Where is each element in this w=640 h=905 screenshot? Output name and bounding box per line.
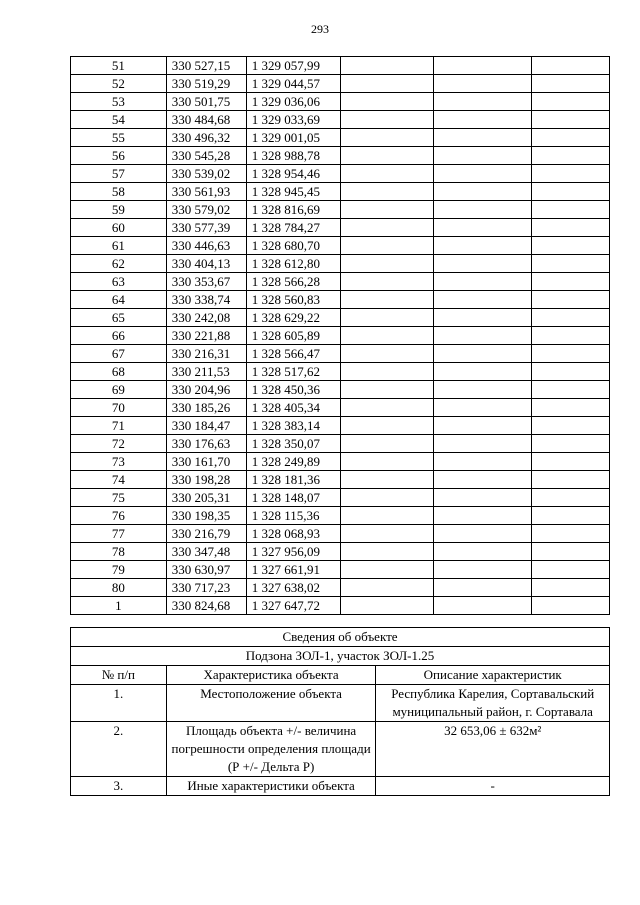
- empty-cell: [532, 57, 610, 75]
- empty-cell: [532, 579, 610, 597]
- coord-y: 1 327 956,09: [246, 543, 340, 561]
- empty-cell: [434, 507, 532, 525]
- empty-cell: [434, 93, 532, 111]
- coordinates-table: [70, 56, 610, 615]
- point-number: 56: [71, 147, 167, 165]
- header-description: Описание характеристик: [376, 666, 610, 685]
- coord-x: 330 176,63: [166, 435, 246, 453]
- table-row: [71, 561, 610, 579]
- point-number: 74: [71, 471, 167, 489]
- coord-y: 1 328 988,78: [246, 147, 340, 165]
- table-row: [71, 417, 610, 435]
- coord-y: 1 328 945,45: [246, 183, 340, 201]
- table-row: [71, 219, 610, 237]
- empty-cell: [532, 471, 610, 489]
- empty-cell: [340, 201, 434, 219]
- table-row: [71, 165, 610, 183]
- empty-cell: [434, 561, 532, 579]
- empty-cell: [434, 237, 532, 255]
- empty-cell: [434, 435, 532, 453]
- empty-cell: [340, 525, 434, 543]
- table-row: [71, 597, 610, 615]
- info-subtitle: Подзона ЗОЛ-1, участок ЗОЛ-1.25: [71, 647, 610, 666]
- coord-y: 1 329 001,05: [246, 129, 340, 147]
- object-info-table: [70, 627, 610, 796]
- coord-x: 330 198,28: [166, 471, 246, 489]
- empty-cell: [340, 543, 434, 561]
- empty-cell: [340, 507, 434, 525]
- coord-y: 1 328 405,34: [246, 399, 340, 417]
- point-number: 79: [71, 561, 167, 579]
- row-description: Республика Карелия, Сортавальский муниципальный район, г. Сортавала: [376, 685, 610, 722]
- coord-y: 1 327 647,72: [246, 597, 340, 615]
- empty-cell: [340, 75, 434, 93]
- empty-cell: [434, 543, 532, 561]
- header-number: № п/п: [71, 666, 167, 685]
- coord-x: 330 216,79: [166, 525, 246, 543]
- empty-cell: [532, 399, 610, 417]
- coord-x: 330 561,93: [166, 183, 246, 201]
- page-number: 293: [311, 22, 329, 36]
- coord-x: 330 539,02: [166, 165, 246, 183]
- table-row: [71, 291, 610, 309]
- empty-cell: [434, 75, 532, 93]
- coord-x: 330 446,63: [166, 237, 246, 255]
- table-row: [71, 471, 610, 489]
- empty-cell: [434, 273, 532, 291]
- table-row: [71, 722, 610, 777]
- empty-cell: [532, 147, 610, 165]
- coord-x: 330 185,26: [166, 399, 246, 417]
- empty-cell: [340, 435, 434, 453]
- point-number: 72: [71, 435, 167, 453]
- table-row: [71, 201, 610, 219]
- table-row: [71, 345, 610, 363]
- coord-x: 330 242,08: [166, 309, 246, 327]
- empty-cell: [434, 111, 532, 129]
- point-number: 53: [71, 93, 167, 111]
- coord-y: 1 328 450,36: [246, 381, 340, 399]
- empty-cell: [340, 255, 434, 273]
- table-row: [71, 685, 610, 722]
- coord-x: 330 184,47: [166, 417, 246, 435]
- empty-cell: [340, 399, 434, 417]
- coord-x: 330 221,88: [166, 327, 246, 345]
- table-row: [71, 309, 610, 327]
- coord-x: 330 205,31: [166, 489, 246, 507]
- coord-x: 330 404,13: [166, 255, 246, 273]
- row-number: 1.: [71, 685, 167, 722]
- empty-cell: [532, 129, 610, 147]
- empty-cell: [532, 111, 610, 129]
- coord-x: 330 161,70: [166, 453, 246, 471]
- empty-cell: [340, 273, 434, 291]
- table-row: [71, 399, 610, 417]
- coord-y: 1 328 350,07: [246, 435, 340, 453]
- point-number: 61: [71, 237, 167, 255]
- empty-cell: [434, 219, 532, 237]
- empty-cell: [434, 147, 532, 165]
- empty-cell: [340, 291, 434, 309]
- point-number: 51: [71, 57, 167, 75]
- coord-y: 1 328 115,36: [246, 507, 340, 525]
- coord-x: 330 211,53: [166, 363, 246, 381]
- table-row: [71, 381, 610, 399]
- table-row: [71, 543, 610, 561]
- empty-cell: [434, 57, 532, 75]
- empty-cell: [434, 291, 532, 309]
- coord-y: 1 328 954,46: [246, 165, 340, 183]
- empty-cell: [532, 381, 610, 399]
- table-row: [71, 453, 610, 471]
- empty-cell: [340, 381, 434, 399]
- empty-cell: [532, 183, 610, 201]
- row-description: 32 653,06 ± 632м²: [376, 722, 610, 777]
- point-number: 71: [71, 417, 167, 435]
- coord-y: 1 327 638,02: [246, 579, 340, 597]
- empty-cell: [340, 489, 434, 507]
- coord-x: 330 484,68: [166, 111, 246, 129]
- empty-cell: [434, 165, 532, 183]
- empty-cell: [340, 129, 434, 147]
- empty-cell: [532, 75, 610, 93]
- point-number: 70: [71, 399, 167, 417]
- table-row: [71, 111, 610, 129]
- coord-y: 1 328 181,36: [246, 471, 340, 489]
- coord-x: 330 545,28: [166, 147, 246, 165]
- empty-cell: [532, 165, 610, 183]
- empty-cell: [532, 597, 610, 615]
- coord-y: 1 328 680,70: [246, 237, 340, 255]
- coord-x: 330 338,74: [166, 291, 246, 309]
- empty-cell: [532, 525, 610, 543]
- empty-cell: [532, 435, 610, 453]
- coord-x: 330 527,15: [166, 57, 246, 75]
- point-number: 73: [71, 453, 167, 471]
- point-number: 54: [71, 111, 167, 129]
- table-row: [71, 75, 610, 93]
- point-number: 68: [71, 363, 167, 381]
- point-number: 64: [71, 291, 167, 309]
- point-number: 80: [71, 579, 167, 597]
- table-row: [71, 363, 610, 381]
- empty-cell: [532, 309, 610, 327]
- empty-cell: [434, 417, 532, 435]
- empty-cell: [532, 561, 610, 579]
- empty-cell: [434, 345, 532, 363]
- empty-cell: [340, 327, 434, 345]
- empty-cell: [532, 255, 610, 273]
- coord-x: 330 496,32: [166, 129, 246, 147]
- empty-cell: [434, 201, 532, 219]
- table-row: [71, 147, 610, 165]
- coord-y: 1 328 784,27: [246, 219, 340, 237]
- point-number: 66: [71, 327, 167, 345]
- table-row: [71, 129, 610, 147]
- header-characteristic: Характеристика объекта: [166, 666, 376, 685]
- coord-x: 330 577,39: [166, 219, 246, 237]
- table-row: [71, 507, 610, 525]
- table-row: [71, 327, 610, 345]
- row-characteristic: Площадь объекта +/- величина погрешности определения площади (Р +/- Дельта Р): [166, 722, 376, 777]
- row-number: 3.: [71, 777, 167, 796]
- empty-cell: [340, 237, 434, 255]
- table-row: [71, 237, 610, 255]
- empty-cell: [340, 93, 434, 111]
- empty-cell: [340, 165, 434, 183]
- coord-y: 1 328 148,07: [246, 489, 340, 507]
- row-characteristic: Местоположение объекта: [166, 685, 376, 722]
- coord-x: 330 630,97: [166, 561, 246, 579]
- row-description: -: [376, 777, 610, 796]
- point-number: 77: [71, 525, 167, 543]
- coord-x: 330 353,67: [166, 273, 246, 291]
- empty-cell: [532, 507, 610, 525]
- info-header-row: [71, 666, 610, 685]
- point-number: 69: [71, 381, 167, 399]
- empty-cell: [340, 561, 434, 579]
- coord-x: 330 216,31: [166, 345, 246, 363]
- empty-cell: [532, 273, 610, 291]
- empty-cell: [532, 237, 610, 255]
- empty-cell: [340, 219, 434, 237]
- coord-y: 1 329 044,57: [246, 75, 340, 93]
- coord-y: 1 329 033,69: [246, 111, 340, 129]
- coord-x: 330 347,48: [166, 543, 246, 561]
- empty-cell: [340, 309, 434, 327]
- empty-cell: [340, 147, 434, 165]
- table-row: [71, 525, 610, 543]
- coord-y: 1 328 605,89: [246, 327, 340, 345]
- table-row: [71, 93, 610, 111]
- empty-cell: [340, 111, 434, 129]
- empty-cell: [434, 381, 532, 399]
- point-number: 60: [71, 219, 167, 237]
- point-number: 63: [71, 273, 167, 291]
- coord-y: 1 328 566,47: [246, 345, 340, 363]
- point-number: 59: [71, 201, 167, 219]
- point-number: 76: [71, 507, 167, 525]
- empty-cell: [532, 453, 610, 471]
- coord-x: 330 579,02: [166, 201, 246, 219]
- empty-cell: [532, 417, 610, 435]
- empty-cell: [340, 57, 434, 75]
- coord-x: 330 717,23: [166, 579, 246, 597]
- empty-cell: [532, 345, 610, 363]
- empty-cell: [532, 489, 610, 507]
- empty-cell: [434, 489, 532, 507]
- table-row: [71, 777, 610, 796]
- coord-y: 1 327 661,91: [246, 561, 340, 579]
- empty-cell: [340, 471, 434, 489]
- empty-cell: [532, 291, 610, 309]
- empty-cell: [340, 345, 434, 363]
- empty-cell: [434, 255, 532, 273]
- empty-cell: [434, 183, 532, 201]
- empty-cell: [434, 597, 532, 615]
- empty-cell: [532, 93, 610, 111]
- point-number: 75: [71, 489, 167, 507]
- empty-cell: [340, 183, 434, 201]
- empty-cell: [532, 363, 610, 381]
- coord-y: 1 328 816,69: [246, 201, 340, 219]
- point-number: 62: [71, 255, 167, 273]
- coord-x: 330 198,35: [166, 507, 246, 525]
- coord-x: 330 204,96: [166, 381, 246, 399]
- empty-cell: [434, 327, 532, 345]
- point-number: 65: [71, 309, 167, 327]
- coord-x: 330 519,29: [166, 75, 246, 93]
- coord-y: 1 328 560,83: [246, 291, 340, 309]
- empty-cell: [532, 543, 610, 561]
- coord-y: 1 328 517,62: [246, 363, 340, 381]
- table-row: [71, 489, 610, 507]
- empty-cell: [434, 579, 532, 597]
- coord-y: 1 328 068,93: [246, 525, 340, 543]
- coord-y: 1 328 249,89: [246, 453, 340, 471]
- point-number: 58: [71, 183, 167, 201]
- table-row: [71, 273, 610, 291]
- row-number: 2.: [71, 722, 167, 777]
- coord-x: 330 824,68: [166, 597, 246, 615]
- point-number: 55: [71, 129, 167, 147]
- coord-x: 330 501,75: [166, 93, 246, 111]
- coord-y: 1 328 566,28: [246, 273, 340, 291]
- empty-cell: [434, 363, 532, 381]
- empty-cell: [434, 129, 532, 147]
- empty-cell: [434, 471, 532, 489]
- empty-cell: [434, 399, 532, 417]
- point-number: 57: [71, 165, 167, 183]
- coord-y: 1 329 057,99: [246, 57, 340, 75]
- coord-y: 1 329 036,06: [246, 93, 340, 111]
- point-number: 78: [71, 543, 167, 561]
- empty-cell: [340, 597, 434, 615]
- point-number: 67: [71, 345, 167, 363]
- empty-cell: [532, 219, 610, 237]
- empty-cell: [340, 453, 434, 471]
- table-row: [71, 57, 610, 75]
- empty-cell: [434, 525, 532, 543]
- coord-y: 1 328 612,80: [246, 255, 340, 273]
- point-number: 1: [71, 597, 167, 615]
- coord-y: 1 328 629,22: [246, 309, 340, 327]
- point-number: 52: [71, 75, 167, 93]
- empty-cell: [340, 363, 434, 381]
- empty-cell: [340, 417, 434, 435]
- table-row: [71, 435, 610, 453]
- empty-cell: [340, 579, 434, 597]
- row-characteristic: Иные характеристики объекта: [166, 777, 376, 796]
- empty-cell: [434, 453, 532, 471]
- table-row: [71, 183, 610, 201]
- empty-cell: [532, 327, 610, 345]
- table-row: [71, 255, 610, 273]
- coord-y: 1 328 383,14: [246, 417, 340, 435]
- table-row: [71, 579, 610, 597]
- empty-cell: [532, 201, 610, 219]
- empty-cell: [434, 309, 532, 327]
- info-title: Сведения об объекте: [71, 628, 610, 647]
